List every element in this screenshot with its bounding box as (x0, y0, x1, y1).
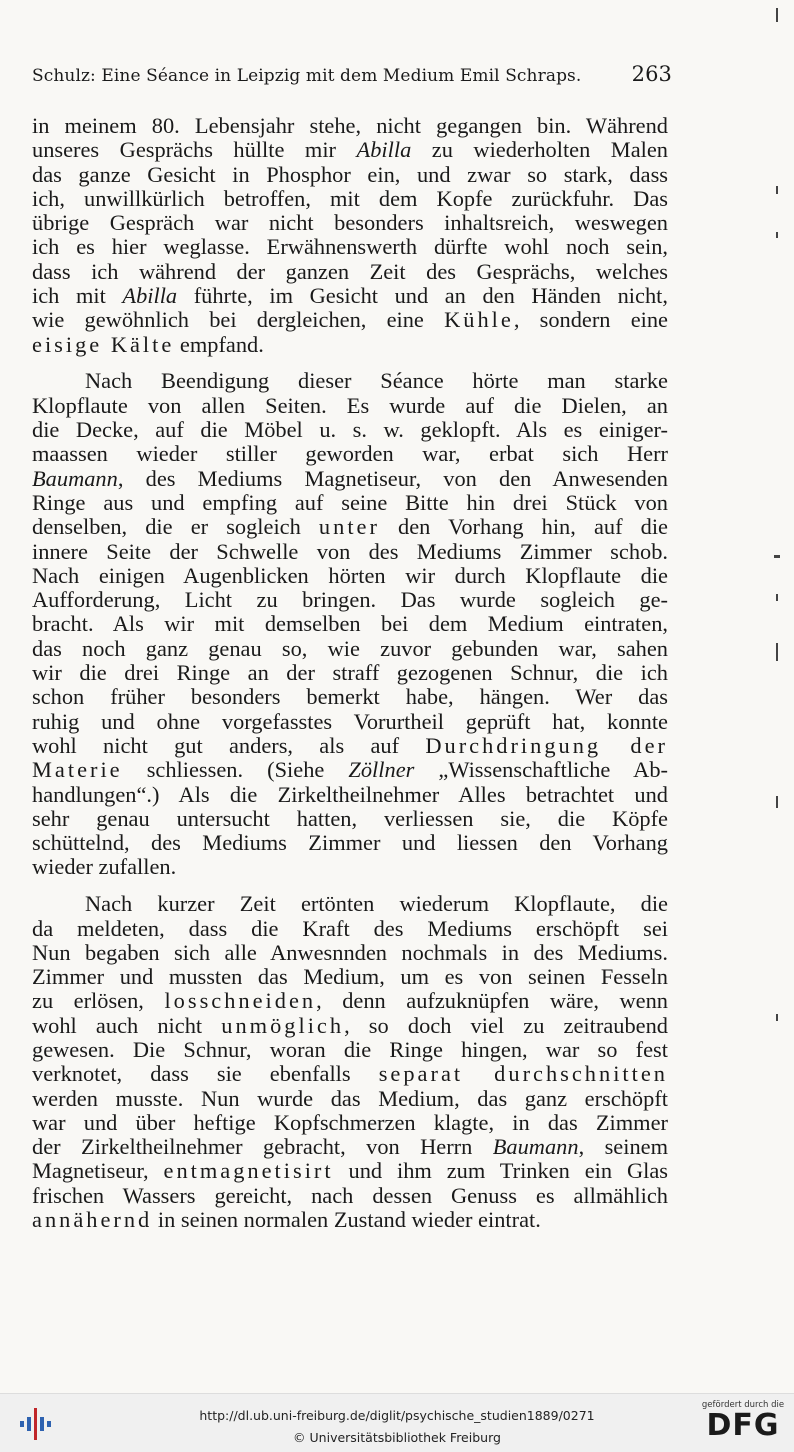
text-line (32, 892, 668, 916)
text-line (32, 855, 668, 879)
text-run: unseres Gesprächs hüllte mir (32, 137, 357, 163)
text-run: wohl auch nicht (32, 1012, 222, 1038)
text-line (32, 661, 668, 685)
footer-bar (0, 1393, 794, 1452)
text-line (32, 965, 668, 989)
text-run: bracht. Als wir mit demselben bei dem Medium eintraten, (32, 611, 668, 637)
text-run: das ganze Gesicht in Phosphor ein, und zwar so stark, dass (32, 161, 668, 187)
text-run: innere Seite der Schwelle von des Mediums Zimmer schob. (32, 538, 668, 564)
margin-mark (776, 8, 778, 22)
text-run: Ringe aus und empfing auf seine Bitte hin drei Stück von (32, 489, 668, 515)
text-run: die Decke, auf die Möbel u. s. w. geklopft. Als es einiger- (32, 417, 668, 443)
text-line (32, 758, 668, 782)
text-run: und ihm zum Trinken ein Glas (333, 1158, 668, 1184)
text-run: , seinem (578, 1134, 668, 1160)
spaced-emphasis: Kühle (444, 307, 514, 333)
text-run: maassen wieder stiller geworden war, erbat sich Herr (32, 441, 668, 467)
text-line (32, 467, 668, 491)
text-line (32, 989, 668, 1013)
text-run: „Wissenschaftliche Ab- (414, 757, 668, 783)
text-run: schon früher besonders bemerkt habe, hängen. Wer das (32, 684, 668, 710)
running-header-title: Schulz: Eine Séance in Leipzig mit dem Medium Emil Schraps. (32, 66, 582, 86)
text-line (32, 211, 668, 235)
text-line (32, 1062, 668, 1086)
italic-name: Zöllner (348, 757, 415, 783)
text-run: gewesen. Die Schnur, woran die Ringe hingen, war so fest (32, 1036, 668, 1062)
text-run: wohl nicht gut anders, als auf (32, 732, 426, 758)
text-run: da meldeten, dass die Kraft des Mediums erschöpft sei (32, 915, 668, 941)
paragraph (32, 114, 668, 357)
margin-mark (776, 232, 778, 238)
text-line (32, 369, 668, 393)
text-run: wieder zufallen. (32, 854, 177, 880)
text-line (32, 515, 668, 539)
text-line (32, 187, 668, 211)
text-run: wie gewöhnlich bei dergleichen, eine (32, 307, 445, 333)
text-line (32, 540, 668, 564)
text-run: werden musste. Nun wurde das Medium, das ganz erschöpft (32, 1085, 668, 1111)
text-line (32, 418, 668, 442)
text-line (32, 163, 668, 187)
text-run: schüttelnd, des Mediums Zimmer und liessen den Vorhang (32, 830, 668, 856)
margin-mark (774, 555, 780, 558)
text-line (32, 941, 668, 965)
text-line (32, 308, 668, 332)
margin-mark (776, 796, 778, 808)
text-run: ich, unwillkürlich betroffen, mit dem Kopfe zurückfuhr. Das (32, 185, 668, 211)
text-line (32, 491, 668, 515)
text-run: übrige Gespräch war nicht besonders inhaltsreich, weswegen (32, 210, 668, 236)
text-line (32, 1184, 668, 1208)
italic-name: Abilla (356, 137, 412, 163)
text-run: sehr genau untersucht hatten, verliessen sie, die Köpfe (32, 805, 668, 831)
text-run: das noch ganz genau so, wie zuvor gebunden war, sahen (32, 635, 668, 661)
text-run: verknotet, dass sie ebenfalls (32, 1061, 379, 1087)
text-line (32, 612, 668, 636)
spaced-emphasis: entmagnetisirt (163, 1158, 334, 1184)
dfg-caption: gefördert durch die (701, 1400, 785, 1410)
text-run: in seinen normalen Zustand wieder eintrat. (152, 1207, 541, 1233)
margin-mark (776, 643, 778, 661)
text-line (32, 637, 668, 661)
text-line (32, 1111, 668, 1135)
text-line (32, 1159, 668, 1183)
italic-name: Abilla (122, 283, 178, 309)
text-run: Klopflaute von allen Seiten. Es wurde auf die Dielen, an (32, 392, 668, 418)
text-run: , so doch viel zu zeitraubend (344, 1012, 668, 1038)
document-url-link[interactable]: http://dl.ub.uni-freiburg.de/diglit/psychische_studien1889/0271 (199, 1408, 595, 1423)
spaced-emphasis: losschneiden (164, 988, 317, 1014)
text-run: dass ich während der ganzen Zeit des Gesprächs, welches (32, 258, 668, 284)
text-run: Nach einigen Augenblicken hörten wir durch Klopflaute die (32, 562, 668, 588)
text-line (32, 734, 668, 758)
text-run: , denn aufzuknüpfen wäre, wenn (316, 988, 668, 1014)
text-run: führte, im Gesicht und an den Händen nicht, (177, 283, 668, 309)
text-line (32, 1135, 668, 1159)
text-run: Nach Beendigung dieser Séance hörte man starke (85, 368, 668, 394)
text-run: ich mit (32, 283, 123, 309)
text-run: Nach kurzer Zeit ertönten wiederum Klopflaute, die (85, 891, 668, 917)
running-header (32, 62, 672, 86)
text-line (32, 783, 668, 807)
margin-mark (776, 186, 778, 194)
body-text (32, 114, 668, 1232)
text-line (32, 917, 668, 941)
text-line (32, 138, 668, 162)
text-line (32, 807, 668, 831)
text-run: , des Mediums Magnetiseur, von den Anwesenden (117, 465, 668, 491)
text-run: denselben, die er sogleich (32, 514, 319, 540)
text-line (32, 333, 668, 357)
text-line (32, 114, 668, 138)
margin-mark (776, 594, 778, 601)
spaced-emphasis: unmöglich (221, 1012, 345, 1038)
text-line (32, 1087, 668, 1111)
text-run: den Vorhang hin, auf die (379, 514, 668, 540)
italic-name: Baumann (32, 465, 118, 491)
text-line (32, 442, 668, 466)
spaced-emphasis: unter (318, 514, 380, 540)
text-run: frischen Wassers gereicht, nach dessen Genuss es allmählich (32, 1182, 668, 1208)
text-run: Magnetiseur, (32, 1158, 164, 1184)
text-line (32, 1208, 668, 1232)
text-run: wir die drei Ringe an der straff gezogenen Schnur, die ich (32, 660, 668, 686)
text-line (32, 284, 668, 308)
spaced-emphasis: Materie (32, 757, 123, 783)
text-run: in meinem 80. Lebensjahr stehe, nicht gegangen bin. Während (32, 113, 668, 138)
text-run: ruhig und ohne vorgefasstes Vorurtheil geprüft hat, konnte (32, 708, 668, 734)
italic-name: Baumann (492, 1134, 579, 1160)
text-run: handlungen“.) Als die Zirkeltheilnehmer Alles betrachtet und (32, 781, 668, 807)
paragraph (32, 892, 668, 1232)
text-line (32, 260, 668, 284)
text-line (32, 685, 668, 709)
copyright-notice: © Universitätsbibliothek Freiburg (293, 1430, 501, 1445)
paragraph (32, 369, 668, 879)
text-line (32, 831, 668, 855)
spaced-emphasis: annähernd (32, 1207, 153, 1233)
text-run: war und über heftige Kopfschmerzen klagte, in das Zimmer (32, 1109, 668, 1135)
text-run: empfand. (174, 331, 264, 357)
text-run: schliessen. (Siehe (122, 757, 349, 783)
text-run: zu wiederholten Malen (411, 137, 669, 163)
text-run: Zimmer und mussten das Medium, um es von seinen Fesseln (32, 964, 668, 990)
dfg-logo (698, 1398, 788, 1448)
text-line (32, 394, 668, 418)
text-line (32, 1014, 668, 1038)
text-line (32, 1038, 668, 1062)
page-number: 263 (631, 62, 672, 86)
text-line (32, 588, 668, 612)
text-line (32, 710, 668, 734)
text-line (32, 564, 668, 588)
text-line (32, 235, 668, 259)
text-run: , sondern eine (513, 307, 668, 333)
text-run: Aufforderung, Licht zu bringen. Das wurde sogleich ge- (32, 587, 668, 613)
text-run: Nun begaben sich alle Anwesnnden nochmals in des Mediums. (32, 939, 668, 965)
spaced-emphasis: eisige Kälte (32, 331, 175, 357)
margin-mark (776, 1014, 778, 1021)
dfg-wordmark: DFG (706, 1408, 780, 1443)
spaced-emphasis: separat durchschnitten (378, 1061, 668, 1087)
text-run: zu erlösen, (32, 988, 165, 1014)
text-run: der Zirkeltheilnehmer gebracht, von Herrn (32, 1134, 493, 1160)
spaced-emphasis: Durchdringung der (425, 732, 668, 758)
text-run: ich es hier weglasse. Erwähnenswerth dürfte wohl noch sein, (32, 234, 668, 260)
